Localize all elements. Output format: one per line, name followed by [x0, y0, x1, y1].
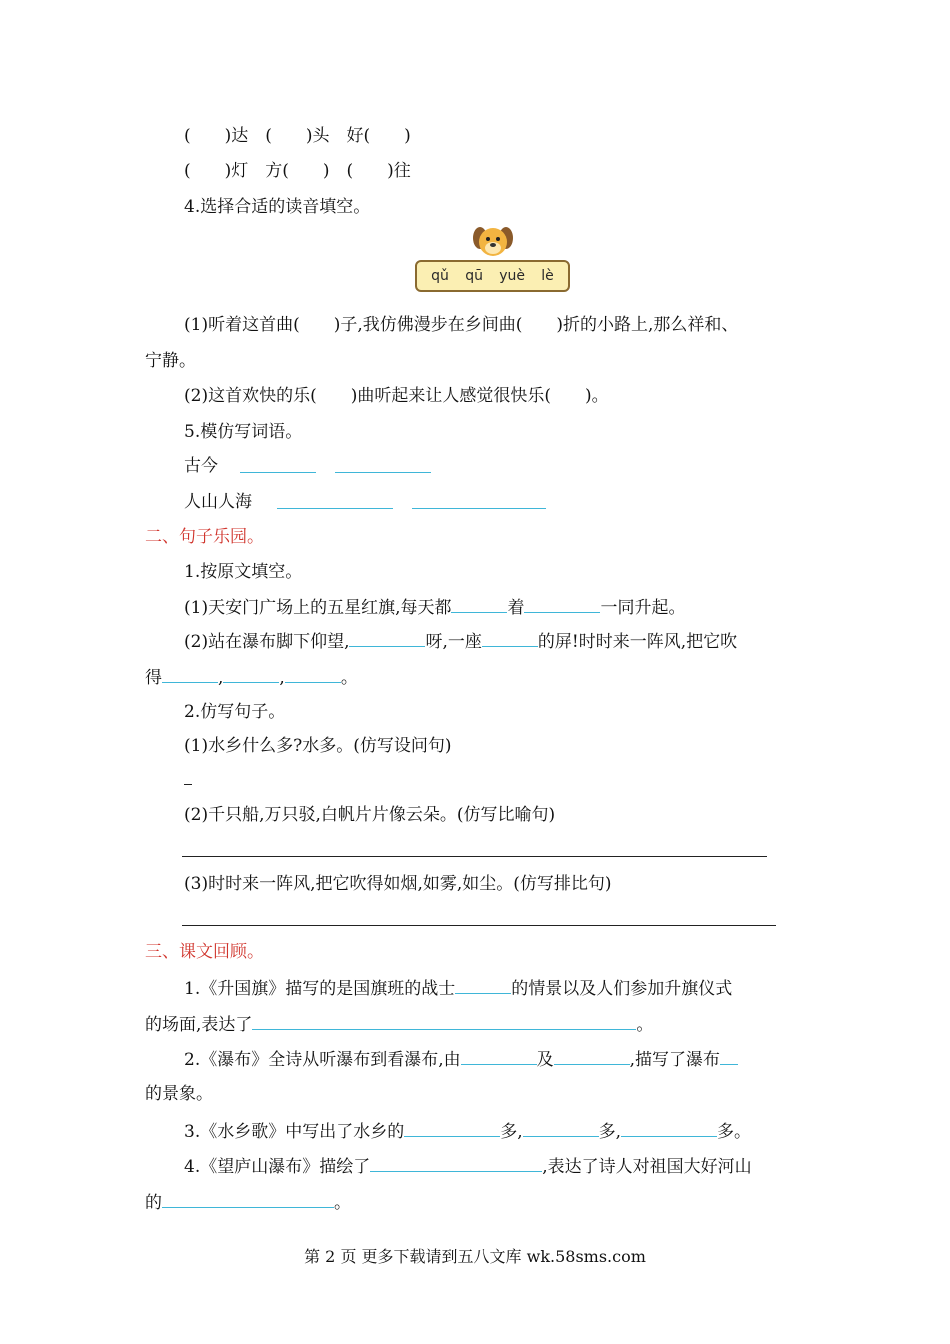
q5-word-2: 人山人海: [184, 492, 252, 512]
q4-item-1-cont: 宁静。: [145, 351, 196, 371]
s3-item-4: 4.《望庐山瀑布》描绘了 ,表达了诗人对祖国大好河山: [184, 1153, 752, 1179]
pinyin-option: qū: [465, 268, 483, 284]
question-5-title: 5.模仿写词语。: [184, 422, 303, 442]
section-3-heading: 三、课文回顾。: [145, 942, 264, 962]
answer-blank[interactable]: [554, 1046, 630, 1065]
s3-item-4-cont: 的 。: [145, 1189, 351, 1215]
answer-blank[interactable]: [482, 628, 538, 647]
pinyin-option: lè: [541, 268, 554, 284]
answer-blank[interactable]: [162, 1189, 334, 1208]
s3-item-1-cont: 的场面,表达了 。: [145, 1011, 653, 1037]
s2-question-2: 2.仿写句子。: [184, 702, 286, 722]
answer-blank[interactable]: [404, 1118, 500, 1137]
answer-blank[interactable]: [621, 1118, 717, 1137]
s2-q1-item-1: (1)天安门广场上的五星红旗,每天都 着 一同升起。: [184, 594, 685, 620]
dog-mascot-icon: [468, 224, 518, 264]
answer-blank[interactable]: [335, 454, 431, 473]
question-4-title: 4.选择合适的读音填空。: [184, 197, 371, 217]
answer-blank[interactable]: [451, 594, 507, 613]
q4-item-2: (2)这首欢快的乐( )曲听起来让人感觉很快乐( )。: [184, 386, 609, 406]
answer-line[interactable]: [182, 925, 776, 926]
answer-blank[interactable]: [162, 664, 218, 683]
answer-blank[interactable]: [720, 1046, 738, 1065]
s2-q2-item-2: (2)千只船,万只驳,白帆片片像云朵。(仿写比喻句): [184, 805, 556, 825]
answer-blank[interactable]: [455, 975, 511, 994]
s2-q1-item-2-cont: 得 , , 。: [145, 664, 358, 690]
answer-blank[interactable]: [524, 594, 600, 613]
s2-q1-item-2: (2)站在瀑布脚下仰望, 呀,一座 的屏!时时来一阵风,把它吹: [184, 628, 737, 654]
pinyin-option: yuè: [499, 268, 526, 284]
answer-blank[interactable]: [461, 1046, 537, 1065]
answer-blank[interactable]: [285, 664, 341, 683]
s2-q2-item-1: (1)水乡什么多?水多。(仿写设问句): [184, 736, 452, 756]
q5-word-1: 古今: [184, 456, 218, 476]
pinyin-option: qǔ: [431, 268, 449, 284]
section-2-heading: 二、句子乐园。: [145, 527, 264, 547]
s3-item-2-cont: 的景象。: [145, 1084, 213, 1104]
answer-blank[interactable]: [412, 490, 546, 509]
line-fill-chars-1: ( )达 ( )头 好( ): [184, 126, 411, 146]
answer-line[interactable]: [182, 856, 767, 857]
answer-blank[interactable]: [223, 664, 279, 683]
answer-blank[interactable]: [277, 490, 393, 509]
answer-line-short[interactable]: [184, 768, 192, 785]
s3-item-3: 3.《水乡歌》中写出了水乡的 多, 多, 多。: [184, 1118, 751, 1144]
answer-blank[interactable]: [523, 1118, 599, 1137]
pinyin-options-box: [415, 260, 570, 292]
s2-question-1: 1.按原文填空。: [184, 562, 303, 582]
answer-blank[interactable]: [349, 628, 425, 647]
s3-item-2: 2.《瀑布》全诗从听瀑布到看瀑布,由 及 ,描写了瀑布: [184, 1046, 738, 1072]
page-footer: 第 2 页 更多下载请到五八文库 wk.58sms.com: [304, 1247, 646, 1266]
answer-blank[interactable]: [370, 1153, 542, 1172]
s2-q2-item-3: (3)时时来一阵风,把它吹得如烟,如雾,如尘。(仿写排比句): [184, 874, 612, 894]
answer-blank[interactable]: [240, 454, 316, 473]
answer-blank[interactable]: [252, 1011, 636, 1030]
line-fill-chars-2: ( )灯 方( ) ( )往: [184, 161, 411, 181]
s3-item-1: 1.《升国旗》描写的是国旗班的战士 的情景以及人们参加升旗仪式: [184, 975, 732, 1001]
q4-item-1: (1)听着这首曲( )子,我仿佛漫步在乡间曲( )折的小路上,那么祥和、: [184, 315, 739, 335]
